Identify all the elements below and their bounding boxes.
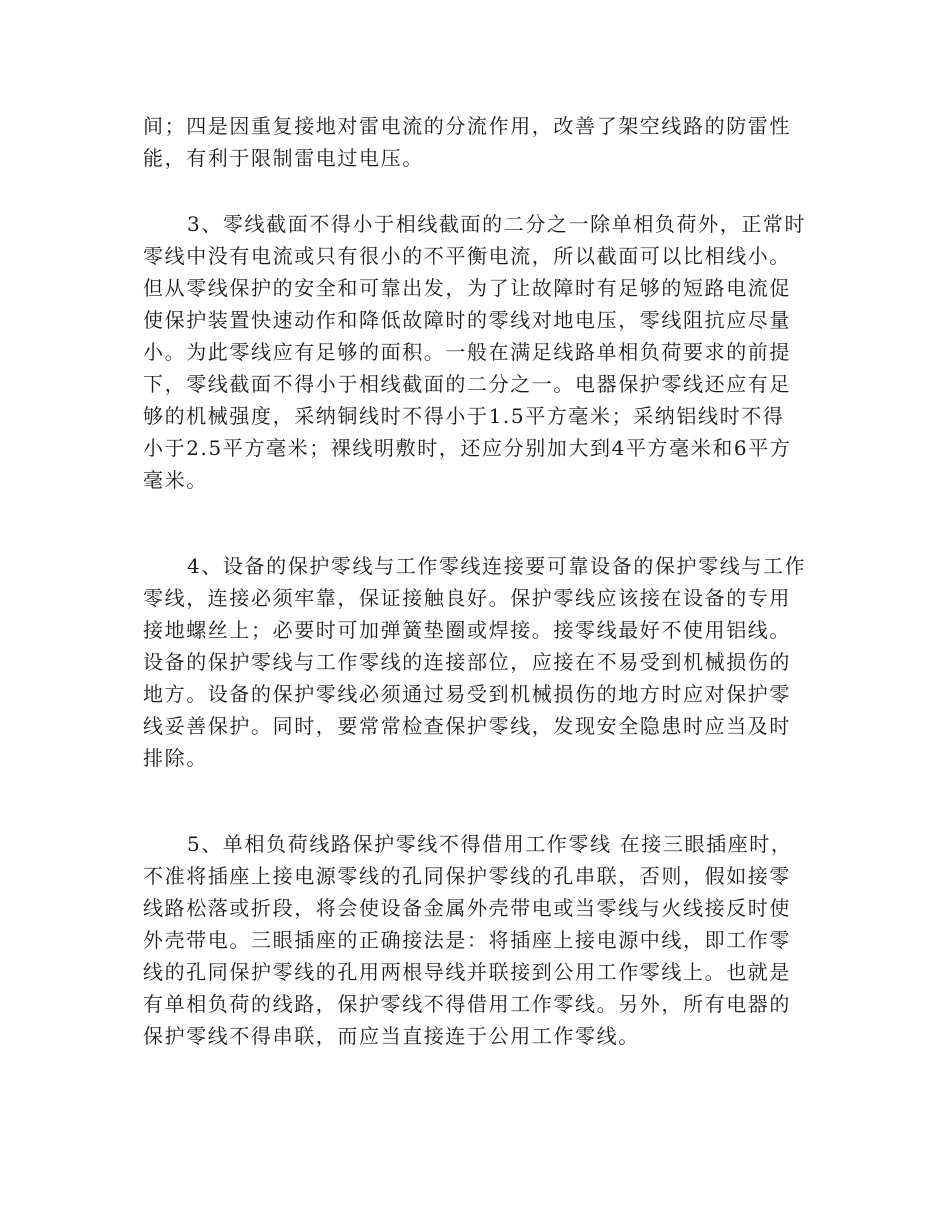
paragraph-item-3 [143, 208, 807, 496]
paragraph-text: 5、单相负荷线路保护零线不得借用工作零线 在接三眼插座时， 不准将插座上接电源零线的孔同保护零线的孔串联，否则，假如接零 线路松落或折段，将会使设备金属外壳带电或当零线与火线接反时使 外壳带电。三眼插座的正确接法是：将插座上接电源中线，即工作零 线的孔同保护零线的孔用两根导线并联接到公用工作零线上。也就是 有单相负荷的线路，保护零线不得借用工作零线。另外，所有电器的 保护零线不得串联，而应当直接连于公用工作零线。 [143, 832, 793, 1048]
paragraph-item-4 [143, 550, 807, 774]
paragraph-continuation [143, 110, 807, 174]
paragraph-text: 间；四是因重复接地对雷电流的分流作用，改善了架空线路的防雷性 能，有利于限制雷电过电压。 [143, 114, 791, 170]
paragraph-text: 3、零线截面不得小于相线截面的二分之一除单相负荷外，正常时 零线中没有电流或只有很小的不平衡电流，所以截面可以比相线小。 但从零线保护的安全和可靠出发，为了让故障时有足够的短路电流促 使保护装置快速动作和降低故障时的零线对地电压，零线阻抗应尽量 小。为此零线应有足够的面积。一般在满足线路单相负荷要求的前提 下，零线截面不得小于相线截面的二分之一。电器保护零线还应有足 够的机械强度，采纳铜线时不得小于1.5平方毫米；采纳铝线时不得 小于2.5平方毫米；裸线明敷时，还应分别加大到4平方毫米和6平方 毫米。 [143, 212, 807, 492]
paragraph-text: 4、设备的保护零线与工作零线连接要可靠设备的保护零线与工作 零线，连接必须牢靠，保证接触良好。保护零线应该接在设备的专用 接地螺丝上；必要时可加弹簧垫圈或焊接。接零线最好不使用铝线。 设备的保护零线与工作零线的连接部位，应接在不易受到机械损伤的 地方。设备的保护零线必须通过易受到机械损伤的地方时应对保护零 线妥善保护。同时，要常常检查保护零线，发现安全隐患时应当及时 排除。 [143, 554, 807, 770]
paragraph-item-5 [143, 828, 807, 1052]
